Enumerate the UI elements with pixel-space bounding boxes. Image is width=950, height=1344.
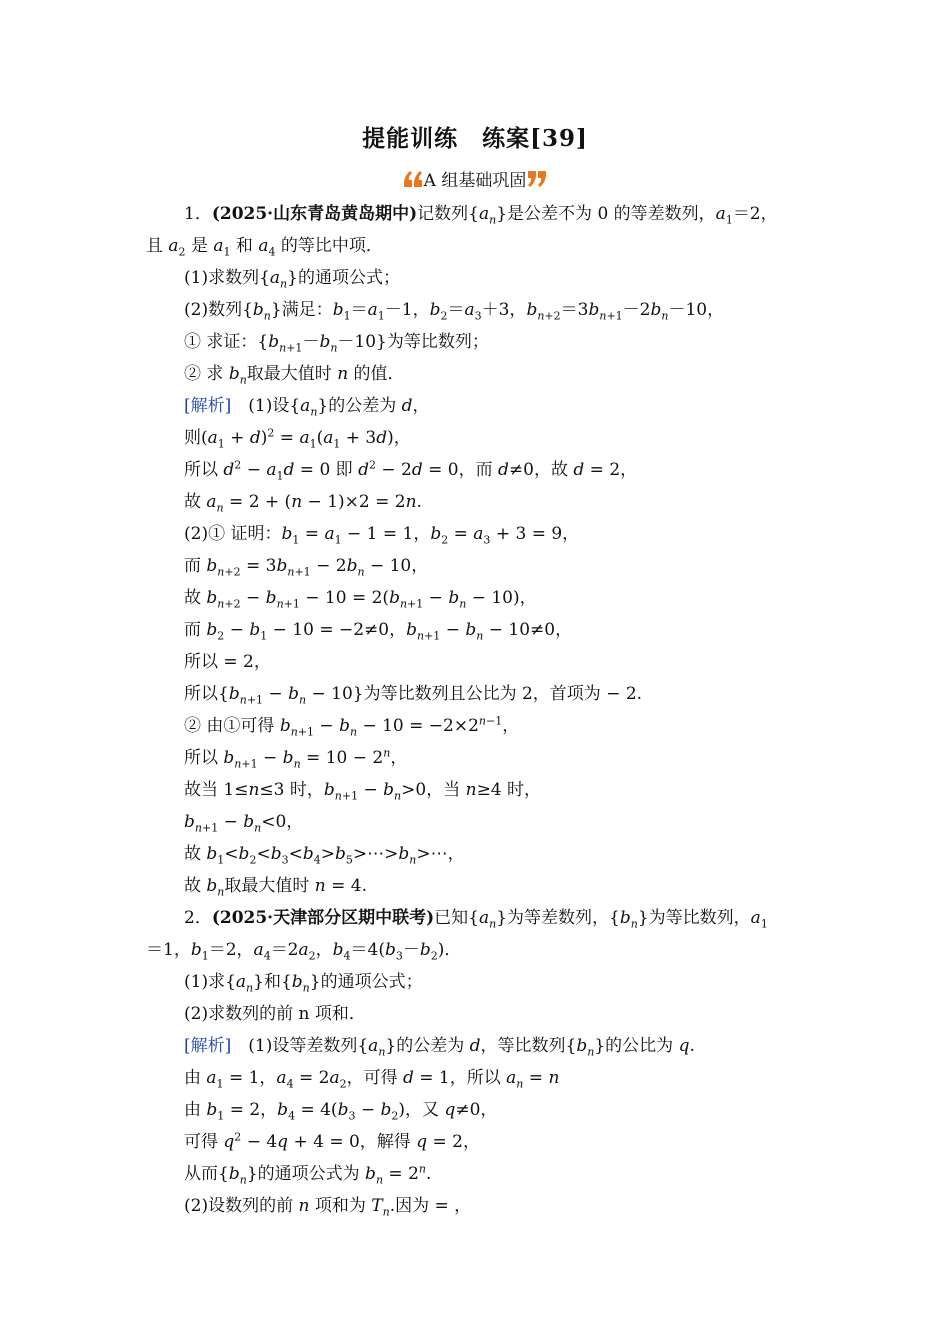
problem1-part2: (2)数列$\{b_n\}$满足：$b_1=a_1-1$，$b_2=a_3+3$，$b_{n+2}=3b_{n+1}-2b_n-10$，: [184, 300, 725, 323]
problem2-part1: (1)求$\{a_n\}$和$\{b_n\}$的通项公式；: [184, 972, 423, 995]
left-quote-icon: [402, 169, 424, 189]
analysis-tag: [解析]: [184, 1036, 232, 1056]
solution1-line5: (2)① 证明：$b_1 = a_1 - 1 = 1$，$b_2 = a_3 + 3 = 9$，: [184, 524, 580, 547]
solution2-line5: 从而$\{b_n\}$的通项公式为 $b_n = 2^n$.: [184, 1162, 432, 1187]
problem1-part2-ii: ② 求 $b_n$取最大值时 n 的值．: [184, 364, 405, 387]
problem2-source: (2025·天津部分区期中联考): [211, 908, 435, 928]
solution1-line15: 故 $b_1<b_2<b_3<b_4>b_5>\cdots>b_n>\cdots$，: [184, 844, 465, 867]
solution2-line6: (2)设数列的前 n 项和为 $T_n$.因为 = ，: [184, 1196, 472, 1219]
right-quote-icon: [526, 169, 548, 189]
solution1-line2: 则$(a_1 + d)^2 = a_1(a_1 + 3d)$，: [184, 426, 411, 451]
solution1-line11: ② 由①可得 $b_{n+1} - b_n - 10 = -2\times 2^{n-1}$，: [184, 714, 520, 739]
problem2-number: 2．: [184, 908, 212, 928]
solution1-line4: 故 $a_n = 2 + (n - 1)\times 2 = 2n$.: [184, 492, 422, 515]
solution2-line1: [解析] (1)设等差数列$\{a_n\}$的公差为 d，等比数列$\{b_n\}$的公比为 q.: [184, 1036, 695, 1059]
problem1-part1: (1)求数列$\{a_n\}$的通项公式；: [184, 268, 400, 291]
problem1-stem-line2: 且 $a_2$ 是 $a_1$ 和 $a_4$ 的等比中项．: [146, 236, 383, 259]
problem1-number: 1．: [184, 204, 212, 224]
solution1-line6: 而 $b_{n+2} = 3b_{n+1} - 2b_n - 10$，: [184, 556, 429, 579]
solution2-line4: 可得 $q^2 - 4q + 4 = 0$，解得 q = 2，: [184, 1130, 480, 1152]
solution1-line12: 所以 $b_{n+1} - b_n = 10 - 2^n$，: [184, 746, 408, 771]
problem2-part2: (2)求数列的前 n 项和．: [184, 1004, 366, 1024]
solution2-line3: 由 $b_1 = 2$，$b_4 = 4(b_3 - b_2)$，又 q≠0，: [184, 1100, 498, 1123]
solution2-line2: 由 $a_1 = 1$，$a_4 = 2a_2$，可得 d = 1，所以 $a_n = n$: [184, 1068, 560, 1091]
solution1-line7: 故 $b_{n+2} - b_{n+1} - 10 = 2(b_{n+1} - b_n - 10)$，: [184, 588, 537, 611]
problem2-stem-line2: ＝1，$b_1=2$，$a_4=2a_2$，$b_4=4(b_3-b_2)$．: [146, 940, 462, 963]
problem2-stem-line1: 2．(2025·天津部分区期中联考)已知$\{a_n\}$为等差数列，$\{b_n\}$为等比数列，$a_1$: [184, 908, 768, 931]
solution1-line16: 故 $b_n$取最大值时 n = 4.: [184, 876, 368, 899]
solution1-line10: 所以$\{b_{n+1} - b_n - 10\}$为等比数列且公比为 2，首项为 − 2.: [184, 684, 643, 707]
solution1-line8: 而 $b_2 - b_1 - 10 = -2\ne 0$，$b_{n+1} - b_n - 10\ne 0$，: [184, 620, 573, 643]
problem1-stem-line1: 1．(2025·山东青岛黄岛期中)记数列$\{a_n\}$是公差不为 0 的等差数列，$a_1=2$，: [184, 204, 778, 227]
solution1-line14: $b_{n+1} - b_n<0$，: [184, 812, 304, 835]
solution1-line3: 所以 $d^2 - a_1d = 0$ 即 $d^2 - 2d = 0$，而 d≠0，故 d = 2，: [184, 458, 638, 483]
analysis-tag: [解析]: [184, 396, 232, 416]
problem1-source: (2025·山东青岛黄岛期中): [211, 204, 418, 224]
solution1-line13: 故当 1≤n≤3 时，$b_{n+1} - b_n>0$，当 n≥4 时，: [184, 780, 542, 803]
section-heading: [0, 166, 950, 191]
problem1-part2-i: ① 求证：$\{b_{n+1}-b_n-10\}$为等比数列；: [184, 332, 489, 355]
page-title: 提能训练 练案[39]: [362, 125, 588, 152]
solution1-line9: 所以 = 2，: [184, 652, 271, 672]
solution1-line1: [解析] (1)设$\{a_n\}$的公差为 d，: [184, 396, 430, 419]
section-heading-label: A 组基础巩固: [423, 171, 527, 191]
